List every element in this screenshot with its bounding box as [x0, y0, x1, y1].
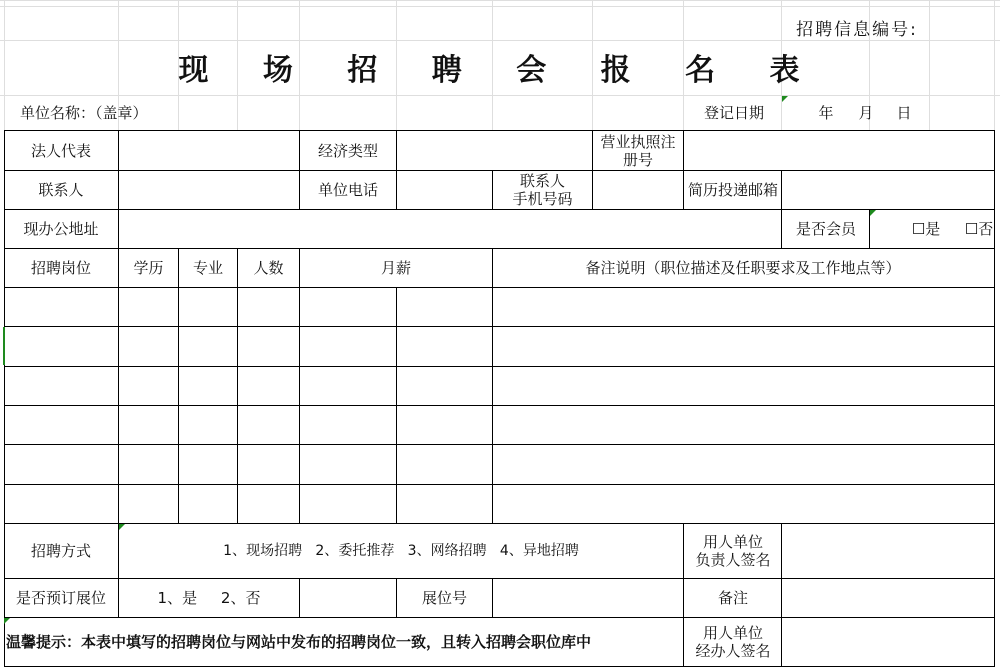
border-h — [4, 444, 995, 445]
booth-reserve-options: 1、是 2、否 — [157, 589, 261, 607]
month-label: 月 — [858, 104, 874, 122]
booth-reserve-label: 是否预订展位 — [15, 589, 106, 607]
comment-marker — [4, 618, 10, 624]
business-license-label-line2: 册号 — [622, 150, 653, 169]
address-label: 现办公地址 — [23, 220, 99, 238]
unit-phone-label: 单位电话 — [317, 181, 378, 199]
address-cell[interactable] — [119, 210, 781, 248]
contact-mobile-label-line2: 手机号码 — [512, 190, 573, 208]
border-v — [492, 248, 493, 523]
gridline-v — [994, 0, 995, 130]
serial-number-label: 招聘信息编号: — [796, 20, 918, 40]
business-license-cell[interactable] — [684, 131, 994, 170]
member-label: 是否会员 — [795, 220, 856, 238]
comment-marker — [870, 210, 876, 216]
border-h — [4, 326, 995, 327]
border-h — [4, 405, 995, 406]
border-h — [4, 366, 995, 367]
border-v — [237, 248, 238, 523]
manager-sign-cell[interactable] — [783, 524, 995, 578]
border-v — [299, 248, 300, 523]
handler-sign-label — [684, 618, 782, 666]
warm-tip-text: 温馨提示：本表中填写的招聘岗位与网站中发布的招聘岗位一致，且转入招聘会职位库中 — [6, 633, 592, 651]
col-header-salary: 月薪 — [380, 259, 411, 277]
legal-rep-cell[interactable] — [119, 131, 299, 170]
contact-label: 联系人 — [38, 181, 84, 199]
note-label: 备注 — [717, 589, 748, 607]
handler-sign-cell[interactable] — [783, 618, 995, 666]
booth-number-cell[interactable] — [493, 579, 683, 617]
manager-sign-label-line2: 负责人签名 — [695, 551, 771, 569]
member-yes-checkbox[interactable]: ☐是 — [911, 220, 941, 238]
gridline-h — [0, 0, 1000, 1]
col-header-education: 学历 — [133, 259, 164, 277]
border-h — [4, 666, 995, 667]
comment-marker — [119, 524, 125, 530]
border-v — [299, 578, 300, 617]
note-cell[interactable] — [783, 579, 995, 617]
unit-name-label: 单位名称：（盖章） — [20, 104, 148, 122]
recruit-method-label: 招聘方式 — [30, 542, 91, 560]
border-v — [118, 248, 119, 523]
booth-number-label: 展位号 — [421, 589, 467, 607]
contact-mobile-label-line1: 联系人 — [519, 172, 565, 190]
col-header-count: 人数 — [253, 259, 284, 277]
contact-mobile-label — [493, 171, 592, 209]
form-title: 现 场 招 聘 会 报 名 表 — [178, 53, 822, 88]
comment-marker — [782, 96, 788, 102]
contact-cell[interactable] — [119, 171, 299, 209]
col-header-major: 专业 — [192, 259, 223, 277]
border-v — [396, 287, 397, 523]
gridline-h — [0, 6, 1000, 7]
col-header-post: 招聘岗位 — [30, 259, 91, 277]
handler-sign-label-line1: 用人单位 — [702, 624, 763, 642]
business-license-label — [593, 131, 683, 170]
selected-cell-indicator — [3, 327, 5, 365]
legal-rep-label: 法人代表 — [30, 141, 91, 160]
col-header-remarks: 备注说明（职位描述及任职要求及工作地点等） — [585, 259, 901, 277]
day-label: 日 — [896, 104, 912, 122]
border-h — [4, 287, 995, 288]
manager-sign-label-line1: 用人单位 — [702, 533, 763, 551]
border-h — [4, 484, 995, 485]
year-label: 年 — [818, 104, 834, 122]
register-date-label: 登记日期 — [703, 104, 764, 122]
gridline-v — [4, 0, 5, 130]
border-v — [178, 248, 179, 523]
economy-type-label: 经济类型 — [317, 141, 378, 160]
recruit-method-options: 1、现场招聘 2、委托推荐 3、网络招聘 4、异地招聘 — [223, 543, 579, 559]
manager-sign-label — [684, 524, 782, 578]
member-no-checkbox[interactable]: ☐否 — [964, 220, 994, 238]
economy-type-cell[interactable] — [397, 131, 592, 170]
handler-sign-label-line2: 经办人签名 — [695, 642, 771, 660]
resume-email-label: 简历投递邮箱 — [687, 181, 778, 199]
business-license-label-line1: 营业执照注 — [600, 132, 676, 151]
